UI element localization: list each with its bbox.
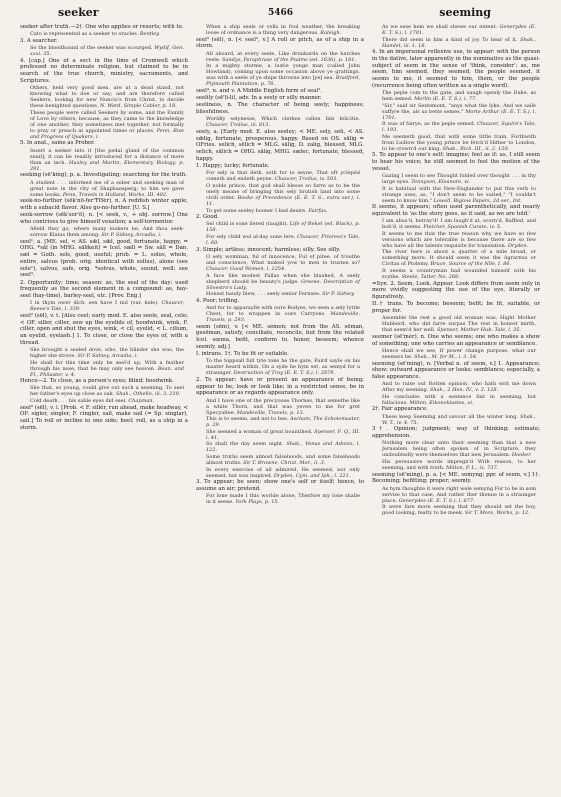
citation-quote: [196, 116, 364, 128]
quote-source: Ascham, The Scholemaster, p. 29.: [206, 416, 360, 429]
citation-quote: [372, 249, 540, 267]
quote-text: It seems a countryman had wounded himself with his scythe.: [382, 268, 536, 281]
quote-source: Chapman.: [128, 398, 155, 405]
quote-source: Shak., 2 Hen. IV., v. 2. 128.: [429, 387, 499, 394]
citation-quote: [20, 385, 188, 397]
quote-source: Penn, Travels in Holland, Works, III. 402.: [62, 191, 168, 198]
quote-source: Wydif, Gen. xxxi. 35.: [30, 45, 184, 58]
citation-quote: [196, 273, 364, 291]
citation-quote: [196, 441, 364, 453]
quote-source: Chaucer, Troilus, iii. 813.: [206, 122, 271, 129]
entry-text: II.† trans. To become; beseem; befit; be fit, suitable, or proper for.: [372, 301, 540, 315]
entry-text: 2. Opportunity; time; season: as, the seel of the day: used frequently as the second element in a compound: as, hay-seel (hay-time), barley-seel, etc. [Prov. Eng.]: [20, 279, 188, 299]
quote-source: Lowell, Biglow Papers, 2d ser., Int.: [433, 197, 522, 204]
quote-source: Morte Arthur (E. E. T. S.), l. 1701.: [382, 108, 536, 121]
citation-quote: [372, 459, 540, 471]
quote-text: It seems to me that the true reason why we have so few versions which are tolerable is because there are so few who have all the talents requisite for translation.: [382, 230, 536, 249]
quote-source: Sir T. More, Works, p. 12.: [464, 510, 530, 517]
entry-text: It seems, it appears; often used parenthetically, and nearly equivalent to 'as the story goes, as it said, as we are told.': [372, 204, 540, 217]
citation-quote: [20, 398, 188, 404]
citation-quote: [372, 134, 540, 152]
quote-text: In a mighty storme, a lustie yonge man (called John Howland), coming upon some occasion above ye grattings, was with a seele of ye shipe throwne into [ye] sea.: [206, 63, 360, 82]
quote-text: Me seemeth good, that with some little train, Forthwith from Ludlow the young prince be fetch'd Hither to London, to be crown'd our king.: [382, 133, 536, 152]
citation-quote: [372, 381, 540, 393]
citation-quote: [196, 454, 364, 466]
citation-quote: [372, 348, 540, 360]
entry-text: 5. To appear to one's self; imagine; feel as if: as, I still seem to hear his voice; he still seemed to feel the motion of the vessel.: [372, 152, 540, 172]
quote-text: It was of fairye, as the peple semed.: [382, 121, 478, 128]
entry-text: 3. Simple; artless; innocent; harmless; silly. See silly.: [196, 246, 341, 253]
citation-quote: [196, 183, 364, 207]
citation-quote: [196, 63, 364, 87]
quote-text: Insert a seeker into it [the pedal gland of the common snail]; it can be readily introduced for a distance of more than an inch.: [30, 147, 184, 166]
quote-source: Generydes (E. E. T. S.), l. 677.: [398, 497, 475, 504]
entry-text: 4. Poor; trifling.: [196, 297, 240, 304]
entry-text: seel² (sēl), v. t. [Also ceel; early mod. E. also seele, seal, cele; < OF. siller, ciller, sew up the eyelids of, hoodwink, wink, F. ciller, open and shut the eyes, wink, < cil, eyelid, < L. cilium, an eyelid, eyelash.] 1. To close, or close the eyes of, with a thread.: [20, 312, 188, 346]
quote-text: I in thym ower dich, sen have I nul (var. kele).: [30, 300, 162, 307]
entry-text: 3. To appear; be seen; show one's self or itself; hence, to assume an air; pretend.: [196, 479, 364, 492]
quote-source: Tennyson, Eleanore, vi.: [411, 179, 471, 186]
quote-source: Bradford, Plymouth Plantation, p. 76.: [206, 75, 360, 88]
citation-quote: [372, 103, 540, 121]
quote-source: Spenser, Mother Hub. Tale, l. 35.: [436, 327, 521, 334]
quote-text: Assemble the rest a good old woman was, Hight Mother Hubberd, who did farre surpas The rest in honest mirth, that seem'd her well.: [382, 315, 536, 334]
citation-quote: [196, 221, 364, 233]
quote-text: All aboard, at every seele, Like drunkards on the hatches reele.: [206, 50, 360, 63]
entry-text: seemer (sē'mėr), n. One who seems; one who makes a show of something; one who carries an appearance or semblance.: [372, 333, 540, 347]
quote-source: Chaucer, Prioress's Tale, l. 60.: [206, 234, 360, 247]
quote-source: Dryden, Cym. and Iph., l. 221.: [273, 472, 351, 479]
quote-text: I am abus'd, betray'd! I am laugh'd at, scorn'd, Baffled, and bob'd, it seems.: [382, 218, 536, 231]
quote-source: Mandeville, Travels, p. 13.: [236, 409, 305, 416]
entry-text: seek-sorrow (sēk'sor'ō), n. [< seek, v., + obj. sorrow.] One who contrives to give himself vexation; a self-tormentor.: [20, 212, 188, 225]
quote-source: Sir P. Sidney, Arcadia, i.: [77, 352, 138, 359]
quote-source: Shak., M. for M., i. 3. 54.: [414, 353, 478, 360]
quote-text: When a ship seels or rolls in foul weather, the breaking loose of ordnance is a thing very dangerous.: [206, 24, 360, 36]
citation-quote: [372, 268, 540, 280]
entry-text: seelily (sē'li-li), adv. In a seely or silly manner.: [196, 95, 322, 102]
quote-source: Steele, Tatler, No. 268.: [401, 274, 460, 281]
entry-text: 2. To appear; have or present an appearance of being; appear to be; look or look like; in a restricted sense, be in appearance or as regards appearance only.: [196, 376, 364, 397]
quote-text: Some truths seem almost falsehoods, and some falsehoods almost truths.: [206, 453, 360, 466]
citation-quote: [372, 440, 540, 458]
quote-text: There did seem in him a kind of joy To hear of it.: [382, 36, 521, 43]
quote-text: Hence shall we see, If power change purpose, what our seemers be.: [382, 347, 536, 360]
citation-quote: [196, 398, 364, 416]
quote-text: O sely womman, ful of innocence, Ful of pitee, of trouthe and conscience, What maked yow to men to trusten so?: [206, 253, 360, 266]
entry-text: 5. In anat., same as Prober.: [20, 140, 95, 147]
entry-text: 3†. Opinion; judgment; way of thinking; estimate; apprehension.: [372, 426, 540, 440]
quote-text: The river here is about a quarter of a mile broad, or something more. It should seem it was the Agrarnus or Civitas of Ptolemy.: [382, 249, 536, 268]
quote-text: And for to apparaylle with oure Bodyes, we seen a sely lyttle Chest, for to wrappen in oure Carryons.: [206, 305, 360, 318]
column-right: [372, 24, 540, 792]
quote-source: Generydes (E. E. T. S.), l. 1701.: [382, 24, 537, 36]
quote-source: Dryden.: [507, 242, 529, 249]
entry-text: 3. A searcher.: [20, 37, 58, 44]
entry-text: seeker after truth.—2†. One who applies or resorts; with to.: [20, 24, 184, 30]
quote-source: Milton, Eikonoklastes, vi.: [409, 399, 474, 406]
citation-quote: [20, 360, 188, 378]
quote-text: Afield they go, where many lookers be, And thou seek-sorrow Klaius them among.: [30, 226, 184, 239]
quote-text: To get some seeley booner I had desire.: [206, 207, 309, 214]
quote-text: Nothing more clear unto their seeming than that a new Jerusalem being often spoken of in Scripture, they undoubtedly were themselves that new Jerusalem.: [382, 440, 536, 459]
quote-text: O noble prince, that god shall blesse so farre as to be the onely meane of bringing this sely brutish land into some civill order.: [206, 182, 360, 201]
citation-quote: [372, 315, 540, 333]
quote-source: Bentley.: [139, 31, 160, 38]
quote-source: Spenser, F. Q., III. i. 41.: [206, 428, 360, 441]
entry-text: seel³ (sēl), n. [< seel³, v.] A roll or pitch, as of a ship in a storm.: [196, 36, 364, 50]
header-right-guideword: seeming: [439, 6, 491, 19]
quote-source: Life of Beket (ed. Black), p. 158.: [206, 221, 360, 234]
entry-text: seeming (sē'ming), p. a. [< ME. semyng; ppr. of seem, v.] 1†. Becoming; befitting; proper; seemly.: [372, 471, 540, 485]
quote-source: Chaucer, Reeve's Tale, l. 339.: [30, 300, 184, 313]
citation-quote: [372, 121, 540, 133]
quote-text: Cold death . . . his sable eyes did seel.: [30, 398, 129, 405]
quote-text: She seemed a woman of great bountihed.: [206, 428, 315, 435]
citation-quote: [196, 24, 364, 36]
entry-text: seek-no-further (sēk'nō-fer'ŦHėr), n. A reddish winter apple, with a subacid flavor. Also go-no-further. [U. S.]: [20, 198, 188, 211]
citation-quote: [20, 85, 188, 109]
citation-quote: [20, 110, 188, 140]
quote-text: He shall for this time only be seel'd up, With a feather through his nose, that he may only see heaven.: [30, 359, 184, 372]
quote-text: She brought a seeled dove, who, the blinder she was, the higher she strove.: [30, 346, 184, 359]
quote-text: Others, held very good men, are at a dead stand, not knowing what to doe or say; and are therefore called Seekers, looking for new Nuncio's from Christ, to decide these benighted questions.: [30, 85, 184, 110]
quote-source: Fletcher, Spanish Curate, iv. 5.: [423, 224, 502, 231]
page-number: 5466: [267, 8, 294, 18]
quote-source: Shak., Hamlet, iii. 1. 18.: [382, 36, 536, 49]
quote-text: For sely child wol al-day sone lere.: [206, 234, 298, 241]
quote-source: Sir T. Browne, Christ. Mor., ii. 3.: [243, 459, 326, 466]
entry-text: seely, a. [Early mod. E. also seeley; < ME. sely, seli, < AS. sǣlig, fortunate, prosperous, happy. Based on OS. sālig = OFries. selich, sēlich = MLG. sālig, D. zalig, blessed, MLG. selich, sālich = OHG. sālig, MHG. sælec, fortunate, blessed, happy.: [196, 128, 364, 162]
citation-quote: [196, 305, 364, 323]
quote-source: Milton, P. L., ix. 737.: [446, 464, 499, 471]
entry-text: 2†. Fair appearance.: [372, 406, 428, 413]
quote-source: Shak., W. T., iv. 4. 75.: [382, 413, 536, 426]
quote-text: For lone made I this worlde alone, Therfore my lone shalle in it seene.: [206, 493, 360, 506]
entry-text: 4. In an impersonal reflexive use, to appear: with the person in the dative, later apparently in the nominative as the quasi-subject of seem in the sense of 'think, consider': as, me seem, him seemed, they seemed, the people seemed, it seems to me, it seemed to him, them, or the people (recurrence being often written as a single word).: [372, 49, 540, 89]
quote-source: Sandys, Paraphrase of the Psalms (ed. 1636), p. 181.: [222, 56, 356, 63]
entry-text: seeking (sē'king), p. a. Investigating; searching for the truth.: [20, 172, 188, 179]
quote-source: Shak., Rich. III., ii. 2. 120.: [442, 145, 510, 152]
citation-quote: [372, 37, 540, 49]
quote-text: So shall the day seem night.: [206, 441, 287, 448]
citation-quote: [20, 226, 188, 238]
header-left-guideword: seeker: [58, 6, 99, 19]
quote-source: Greene, Description of Silvestro's Lady.: [206, 278, 360, 291]
quote-text: These people were called Seekers by some, and the Family of Love by others; because, as they came to the knowledge of one another, they sometimes met together, not formally to pray or preach at appointed times or places.: [30, 109, 184, 134]
citation-quote: [196, 208, 364, 214]
quote-source: Sir P. Sidney.: [322, 291, 355, 298]
citation-quote: [372, 90, 540, 102]
entry-text: 4. [cap.] One of a sect in the time of Cromwell which professed no determinate religion, but claimed to be in search of the true church, ministry, sacraments, and Scriptures.: [20, 57, 188, 84]
citation-quote: [196, 493, 364, 505]
quote-text: She that, so young, could give out such a seeming, To seel her father's eyes up close as oak.: [30, 385, 184, 398]
entry-text: Hence—2. To close, as a person's eyes; blind; hoodwink.: [20, 378, 174, 385]
citation-quote: [20, 300, 188, 312]
quote-text: This is to seeme, and not to bee.: [206, 416, 291, 423]
quote-text: A student . . . informed me of a sober and seeking man of great note in the city of Shaphaeaperg; to him we gave some books.: [30, 179, 184, 198]
citation-quote: [372, 504, 540, 516]
citation-quote: [196, 234, 364, 246]
quote-text: In every exercise of all admired, He seemed, nor only seemed, but was inspired.: [206, 466, 360, 479]
entry-text: seel¹, a. [ME. sel, < AS. sǣl, sǣl, good, fortunate, happy, = OHG. *sāl (in MHG. sälikeit) = Icel. sæll = Sw. säll = Dan. sæl = Goth. sels, good, useful; prob. = L. solus, whole, entire, salvus (prob. orig. identical with sollus), alone (see sole¹), salvus, safe, orig. *solvus, whole, sound, well; see seel³.: [20, 238, 188, 279]
citation-quote: [196, 51, 364, 63]
quote-source: York Plays, p. 15.: [235, 499, 280, 506]
quote-source: Raleigh.: [320, 30, 342, 36]
entry-text: I. intrans. 1†. To be fit or suitable.: [196, 351, 289, 358]
quote-source: Penn, Rise and Progress of Quakers, i.: [30, 127, 185, 140]
quote-source: Booke of Precedence (E. E. T. S., extra ser.), i. 11.: [206, 194, 360, 207]
quote-text: And to raise out Rotten opinion, who hath writ me down After my seeming.: [382, 381, 536, 394]
quote-text: Sel child is sone ilered (taught).: [206, 221, 290, 228]
quote-source: Huxley and Martin, Elementary Biology, p. 291.: [30, 159, 184, 172]
quote-text: These keep Seeming and savour all the winter long.: [382, 413, 521, 420]
citation-quote: [20, 45, 188, 57]
citation-quote: [372, 173, 540, 185]
citation-quote: [372, 24, 540, 36]
quote-text: A face like modest Pallas when she blushed, A seely shepherd should be beauty's judge.: [206, 272, 360, 285]
entry-text: seel⁴, n. and v. A Middle English form of seal¹.: [196, 87, 323, 94]
quote-source: Bruce, Source of the Nile, I. 86.: [430, 261, 512, 268]
entry-text: 2. Good.: [196, 214, 219, 221]
citation-quote: [20, 347, 188, 359]
quote-text: Cato is represented as a seeker to oracles.: [30, 31, 140, 38]
quote-source: Merlin (E. E. T. S.), i. 77.: [414, 96, 477, 102]
entry-text: =Syn. 2. Seem, Look, Appear. Look differs from seem only in more vividly suggesting the use of the eye, literally or figuratively.: [372, 280, 540, 301]
entry-text: seeliness, n. The character of being seely; happiness; blissfulness.: [196, 102, 364, 116]
quote-text: As we sese hem we shall shewe our entent.: [382, 24, 500, 30]
running-header: [0, 6, 561, 22]
quote-text: The peple com to the gate, and saugh openly the Duke, as hem semed.: [382, 90, 536, 102]
quote-source: Bean. and Fl., Philaster, v. 4.: [30, 365, 184, 378]
citation-quote: [372, 414, 540, 426]
citation-quote: [196, 358, 364, 376]
citation-quote: [20, 31, 188, 37]
citation-quote: [372, 218, 540, 230]
quote-text: For sely is that deth, soth for to seyne, That oft yclepéd cometh and endeth peyne.: [206, 170, 360, 183]
quote-text: As hym thoughte it were right wele semyng For to be in som servise to that case, And rather ther thenne in a straunger place.: [382, 485, 536, 504]
quote-source: Mandeville, Travels, p. 293.: [206, 311, 360, 324]
quote-source: Destruction of Troy (E. E. T. S.), l. 2879.: [233, 370, 336, 377]
quote-text: It is habitual with the New-Englander to put this verb to strange uses, as, "I don't seem to be suited," "I couldn't seem to know him.": [382, 185, 536, 204]
citation-quote: [372, 231, 540, 249]
quote-text: He concludes with a sentence fair in seeming, but fallacious.: [382, 393, 536, 406]
quote-source: Shak., Venus and Adonis, l. 122.: [206, 441, 360, 454]
quote-source: Sir P. Sidney, Arcadia, i.: [101, 232, 162, 239]
citation-quote: [372, 394, 540, 406]
citation-quote: [196, 416, 364, 428]
citation-quote: [196, 429, 364, 441]
quote-source: Hooker.: [511, 452, 532, 459]
quote-source: Fairfax.: [308, 207, 328, 214]
quote-text: Worldly selynesse, Which clerkes callen fals felicitie.: [206, 116, 360, 123]
citation-quote: [196, 170, 364, 182]
entry-text: 1. Happy; lucky; fortunate.: [196, 163, 270, 170]
citation-quote: [372, 186, 540, 204]
quote-text: To the toppsall full tyte toke he the gate, Faird sayle on his master heard within, On a syde he hym set, as semyd for a straunger.: [206, 358, 360, 377]
column-left: [20, 24, 188, 792]
citation-quote: [196, 467, 364, 479]
quote-text: "Sir," said sir Sextemont, "anys what the lyke, And we salle suffyre the, als us bette semes.": [382, 102, 536, 115]
quote-source: Chaucer, Squire's Tale, l. 193.: [382, 121, 536, 134]
quote-text: Honest baudy blew, . . . seely senior Fernsee.: [206, 291, 323, 298]
entry-text: seem (sēm), v. [< ME. semen; not from the AS. sēman, gesēman, satisfy, conciliate, reconcile, but from the related Icel. sœma, befit, conform to, honor, beseem; whence seemly, adj.]: [196, 323, 364, 350]
citation-quote: [196, 254, 364, 272]
entry-text: seel³ (sēl), v. i. [Prob. < F. sillér, run ahead, make headway, < OF. sigler, singler, F. cingler, sail, make sail (= Sp. singlar), sail.] To roll or incline to one side; heel; roll, as a ship in a storm.: [20, 404, 188, 431]
quote-source: Chaucer, Troilus, iv. 503.: [274, 176, 338, 183]
quote-text: His persuasive words impregn'd With reason, to her seeming, and with truth.: [382, 458, 536, 471]
quote-source: N. Ward, Simple Cobler, p. 18.: [100, 103, 177, 110]
quote-source: Shak., Othello, iii. 3. 210.: [115, 391, 181, 398]
quote-text: Gazing I seem to see Thought folded over thought . . . in thy large eyes.: [382, 173, 536, 186]
quote-text: So the bloodhound of the seeker was scourged.: [30, 45, 155, 52]
entry-text: seeming (sē'ming), n. [Verbal n. of seem, v.] 1. Appearance; show; outward appearance or looks; semblance; especially, a false appearance.: [372, 360, 540, 380]
quote-text: And I have one of the precyouse Thornes, that semethe like a white Thorn, and that was yeven to me for gret Specyaltee.: [206, 397, 360, 416]
citation-quote: [372, 486, 540, 504]
citation-quote: [20, 148, 188, 172]
citation-quote: [20, 180, 188, 198]
column-middle: [196, 24, 364, 792]
quote-source: Chaucer, Good Women, l. 1254.: [206, 265, 286, 272]
quote-text: It were fare more seeming that they should set the boy, good looking, fealty to be meek.: [382, 504, 536, 517]
citation-quote: [196, 291, 364, 297]
